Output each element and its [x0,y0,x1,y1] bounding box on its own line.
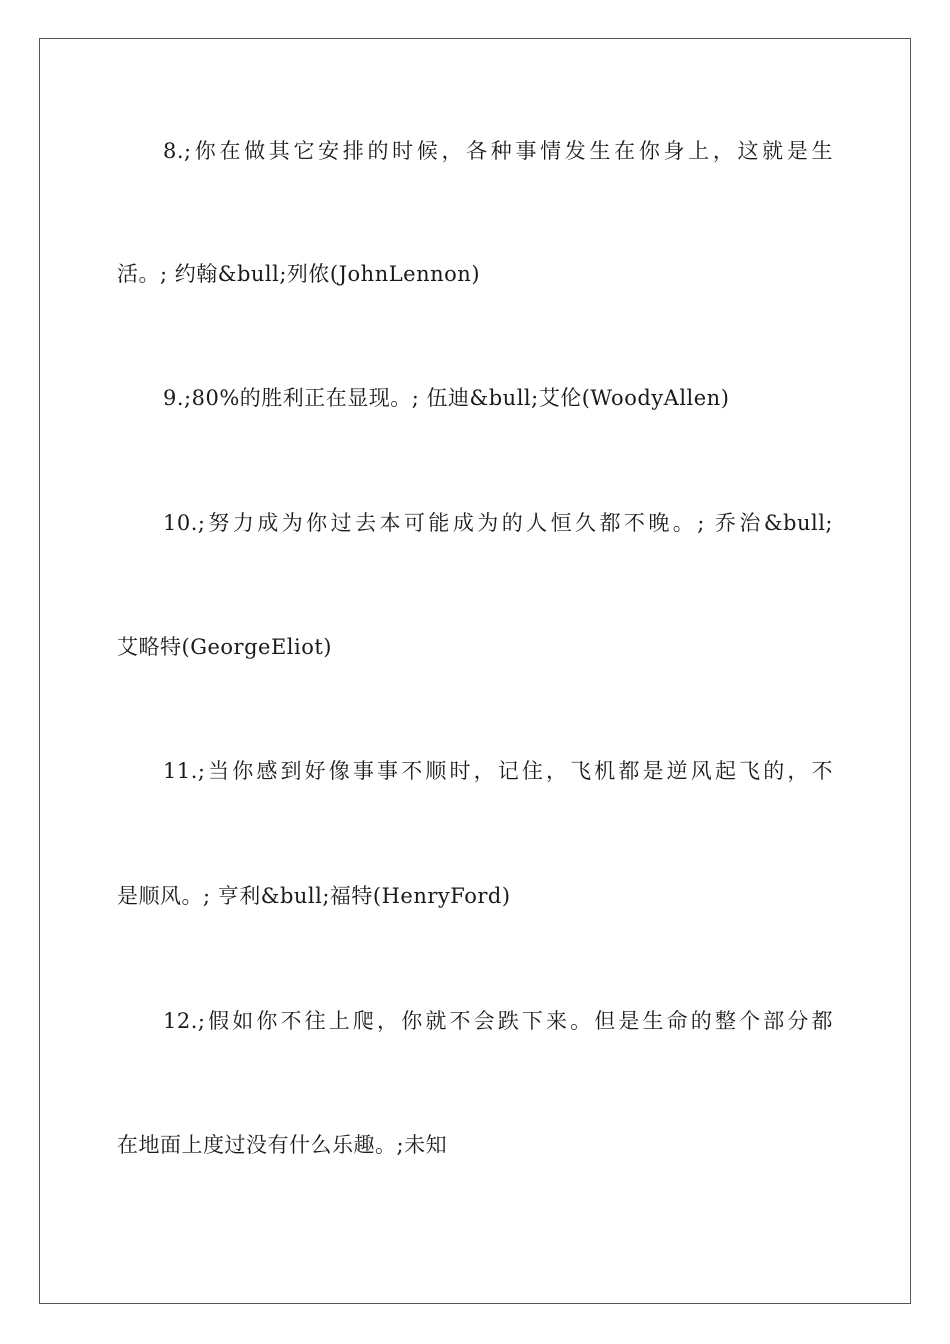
quote-12-line-2: 在地面上度过没有什么乐趣。;未知 [117,1133,448,1157]
quote-10-line-1: 10.;努力成为你过去本可能成为的人恒久都不晚。; 乔治&bull; [163,511,833,535]
quote-8-line-2: 活。; 约翰&bull;列侬(JohnLennon) [117,262,481,286]
quote-11-line-2: 是顺风。; 亨利&bull;福特(HenryFord) [117,884,511,908]
quote-12-line-1: 12.;假如你不往上爬，你就不会跌下来。但是生命的整个部分都 [163,1009,833,1033]
quote-10-line-2: 艾略特(GeorgeEliot) [117,635,332,659]
page-border [39,38,911,1304]
quote-11-line-1: 11.;当你感到好像事事不顺时，记住，飞机都是逆风起飞的，不 [163,759,833,783]
quote-9-line-1: 9.;80%的胜利正在显现。; 伍迪&bull;艾伦(WoodyAllen) [163,386,730,410]
quote-8-line-1: 8.;你在做其它安排的时候，各种事情发生在你身上，这就是生 [163,139,833,163]
